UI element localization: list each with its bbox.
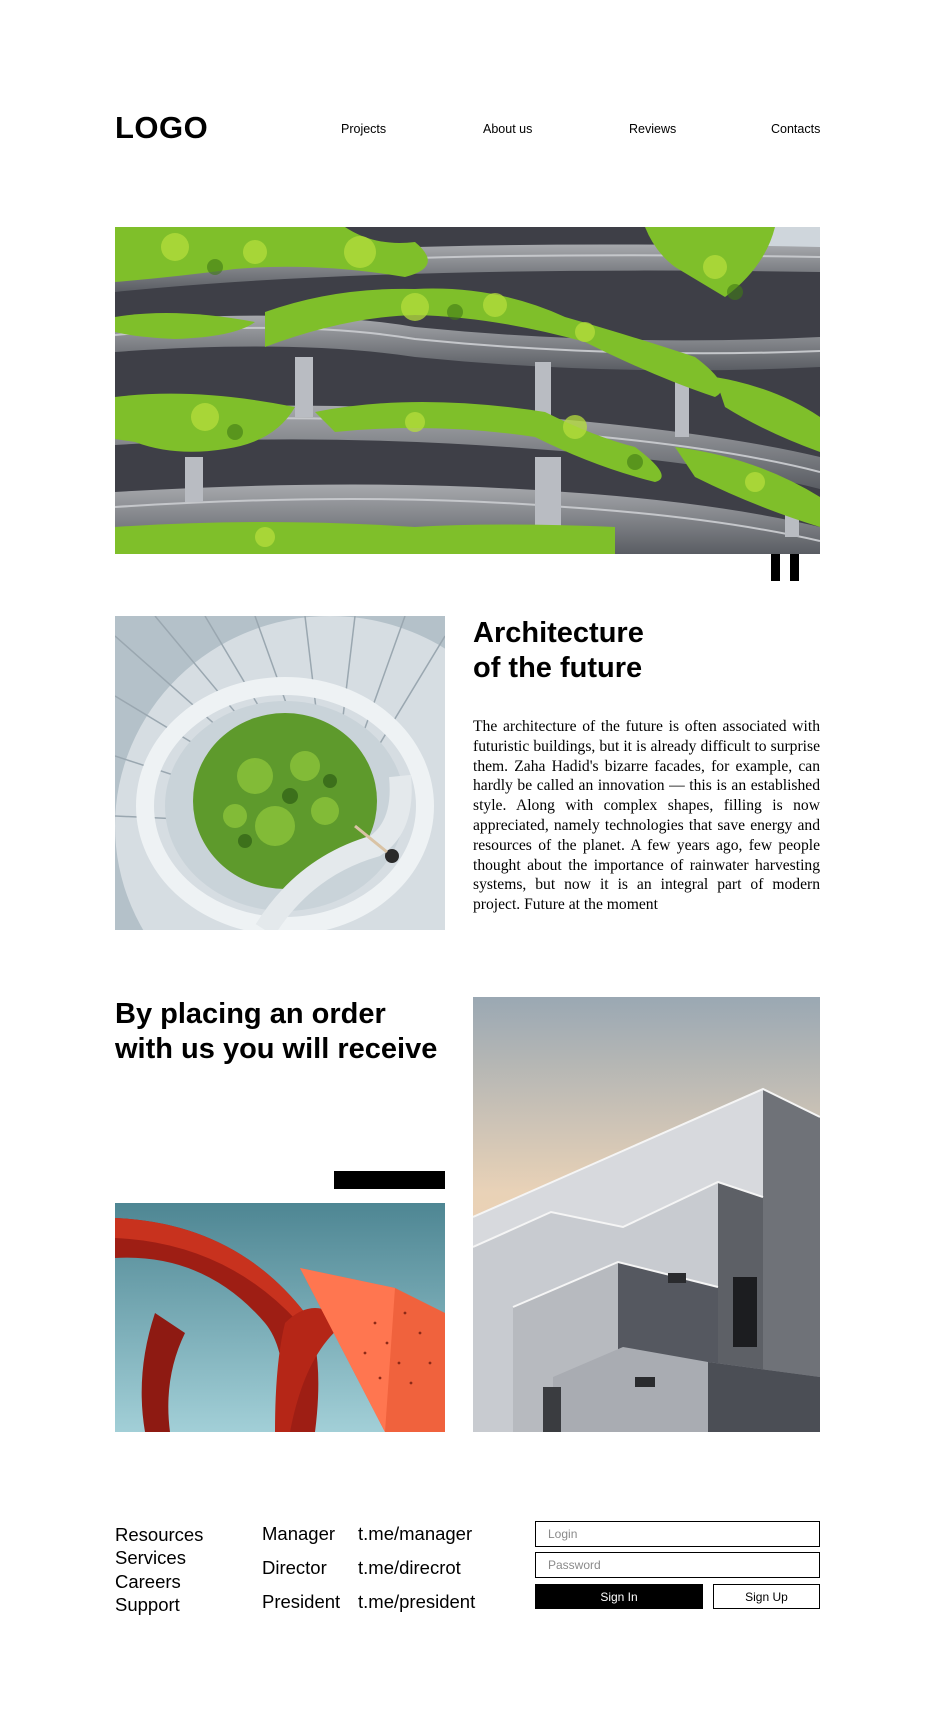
sign-up-button[interactable]: Sign Up <box>713 1584 820 1609</box>
hero-accent-bar-2 <box>790 554 799 581</box>
contact-link-manager[interactable]: t.me/manager <box>358 1523 473 1544</box>
contact-link-director[interactable]: t.me/direcrot <box>358 1557 461 1578</box>
architecture-title-line-2: of the future <box>473 652 643 684</box>
architecture-title <box>473 616 803 686</box>
nav-link-reviews[interactable]: Reviews <box>629 122 677 136</box>
red-sculpture-image <box>115 1203 445 1432</box>
login-input[interactable] <box>535 1521 820 1547</box>
password-input[interactable] <box>535 1552 820 1578</box>
architecture-title-line-1: Architecture <box>473 617 644 649</box>
architecture-body-text: The architecture of the future is often associated with futuristic buildings, but it is already difficult to surprise them. Zaha Hadid's bizarre facades, for example, can hardly be called an innovation — this is an established style. Along with complex shapes, filling is now appreciated, namely technologies that save energy and resources of the planet. A few years ago, few people thought about the importance of rainwater harvesting systems, but now it is an integral part of modern project. Future at the moment <box>473 718 820 914</box>
spiral-staircase-image <box>115 616 445 930</box>
contact-link-president[interactable]: t.me/president <box>358 1591 476 1612</box>
contact-role-director: Director <box>262 1557 327 1578</box>
sign-in-button[interactable]: Sign In <box>535 1584 703 1609</box>
footer-link-support[interactable]: Support <box>115 1594 180 1616</box>
order-accent-bar <box>334 1171 445 1189</box>
contact-role-manager: Manager <box>262 1523 336 1544</box>
hero-accent-bar-1 <box>771 554 780 581</box>
order-title <box>115 997 475 1067</box>
contact-role-president: President <box>262 1591 341 1612</box>
nav-link-about-us[interactable]: About us <box>483 122 533 136</box>
logo[interactable]: LOGO <box>115 110 209 145</box>
white-building-image <box>473 997 820 1432</box>
nav-link-projects[interactable]: Projects <box>341 122 387 136</box>
resources-list <box>115 1523 203 1617</box>
footer-link-services[interactable]: Services <box>115 1547 186 1569</box>
footer-link-resources[interactable]: Resources <box>115 1524 204 1545</box>
footer-link-careers[interactable]: Careers <box>115 1570 181 1592</box>
order-title-line-1: By placing an order <box>115 998 386 1030</box>
order-title-line-2: with us you will receive <box>115 1033 438 1065</box>
hero-image-green-building <box>115 227 820 554</box>
nav-link-contacts[interactable]: Contacts <box>771 122 821 136</box>
